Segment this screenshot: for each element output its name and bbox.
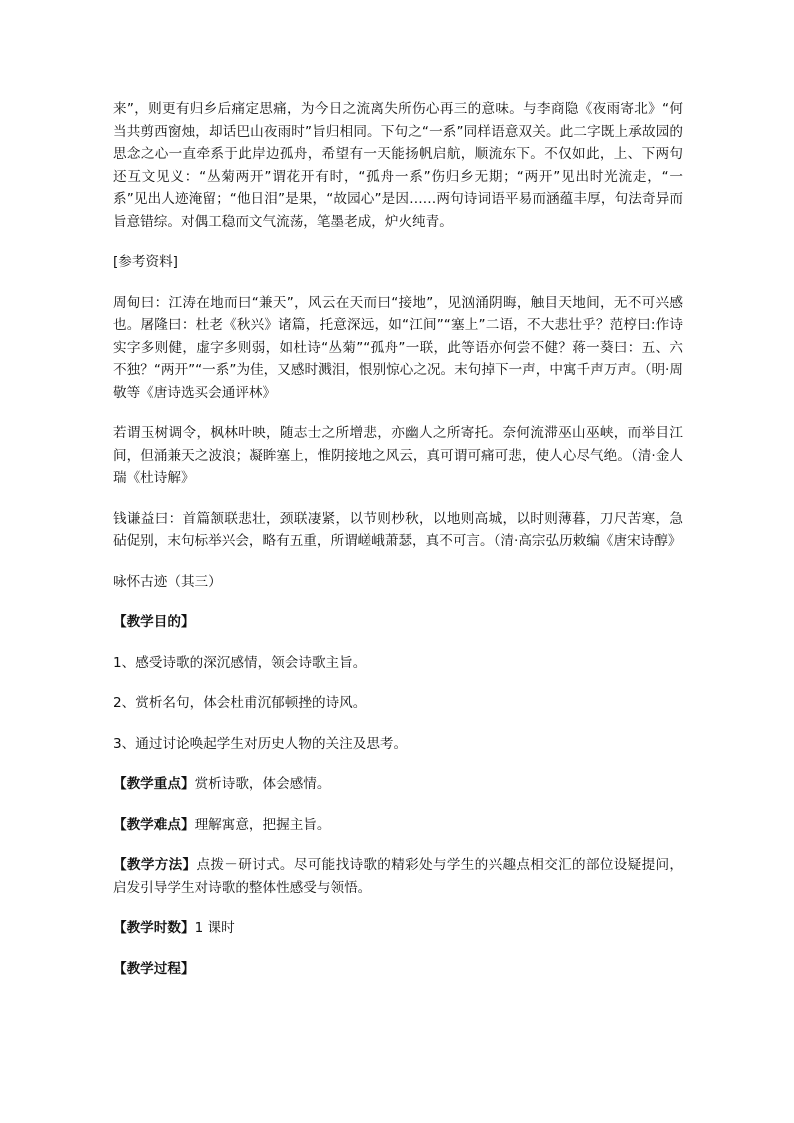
teaching-goal-2: 2、赏析名句，体会杜甫沉郁顿挫的诗风。 [113,695,367,711]
document-page [113,98,683,980]
teaching-goal-3: 3、通过讨论唤起学生对历史人物的关注及思考。 [113,735,408,752]
teaching-goals-heading: 【教学目的】 [113,614,195,630]
teaching-difficulty-text: 理解寓意，把握主旨。 [194,816,331,833]
commentary-qian-qianyi: 钱谦益曰：首篇颔联悲壮，颈联凄紧，以节则杪秋，以地则高城，以时则薄暮，刀尺苦寒，急砧促别，末句标举兴会，略有五重，所谓嵯峨萧瑟，真不可言。（清·高宗弘历敕编《唐宋诗醇》 [113,510,683,549]
teaching-hours [113,917,683,940]
teaching-hours-label: 【教学时数】 [113,920,195,936]
teaching-method-label: 【教学方法】 [113,857,197,873]
teaching-key-point [113,773,683,796]
teaching-key-label: 【教学重点】 [113,776,195,792]
teaching-key-text: 赏析诗歌，体会感情。 [194,776,331,792]
teaching-process-heading: 【教学过程】 [113,960,195,977]
teaching-difficulty [113,814,683,837]
teaching-hours-text: 1 课时 [194,920,235,936]
analysis-paragraph: 来”，则更有归乡后痛定思痛，为今日之流离失所伤心再三的意味。与李商隐《夜雨寄北》“何当共剪西窗烛，却话巴山夜雨时”旨归相同。下句之“一系”同样语意双关。此二字既上承故园的思念之心一直牵系于此岸边孤舟，希望有一天能扬帆启航，顺流东下。不仅如此，上、下两句还互文见义：“丛菊两开”谓花开有时，“孤舟一系”伤归乡无期；“两开”见出时光流走，“一系”见出人迹淹留；“他日泪”是果，“故园心”是因……两句诗词语平易而涵蕴丰厚，句法奇异而旨意错综。对偶工稳而文气流荡，笔墨老成，炉火纯青。 [113,101,683,230]
teaching-difficulty-label: 【教学难点】 [113,816,195,833]
teaching-method [113,854,683,899]
reference-heading: [参考资料] [113,254,178,270]
commentary-jin-renrui: 若谓玉树调令，枫林叶映，随志士之所增悲，亦幽人之所寄托。奈何流滞巫山巫峡，而举目江间，但涌兼天之波浪；凝眸塞上，惟阴接地之风云，真可谓可痛可悲，使人心尽气绝。（清·金人瑞《杜诗解》 [113,425,683,486]
poem-title: 咏怀古迹（其三） [113,573,222,590]
teaching-goal-1: 1、感受诗歌的深沉感情，领会诗歌主旨。 [113,654,367,671]
commentary-zhou-dian: 周甸曰：江涛在地而曰“兼天”，风云在天而曰“接地”，见汹涌阴晦，触目天地间，无不可兴感也。屠隆曰：杜老《秋兴》诸篇，托意深远，如“江间”“塞上”二语，不大悲壮乎？范梈曰:作诗实字多则健，虚字多则弱，如杜诗“丛菊”“孤舟”一联，此等语亦何尝不健？蒋一葵曰：五、六不独？“两开”“一系”为佳，又感时溅泪，恨别惊心之况。末句掉下一声，中寓千声万声。（明·周敬等《唐诗选买会通评林》 [113,294,683,401]
teaching-method-text: 点拨－研讨式。尽可能找诗歌的精彩处与学生的兴趣点相交汇的部位设疑提问，启发引导学生对诗歌的整体性感受与领悟。 [113,857,684,896]
